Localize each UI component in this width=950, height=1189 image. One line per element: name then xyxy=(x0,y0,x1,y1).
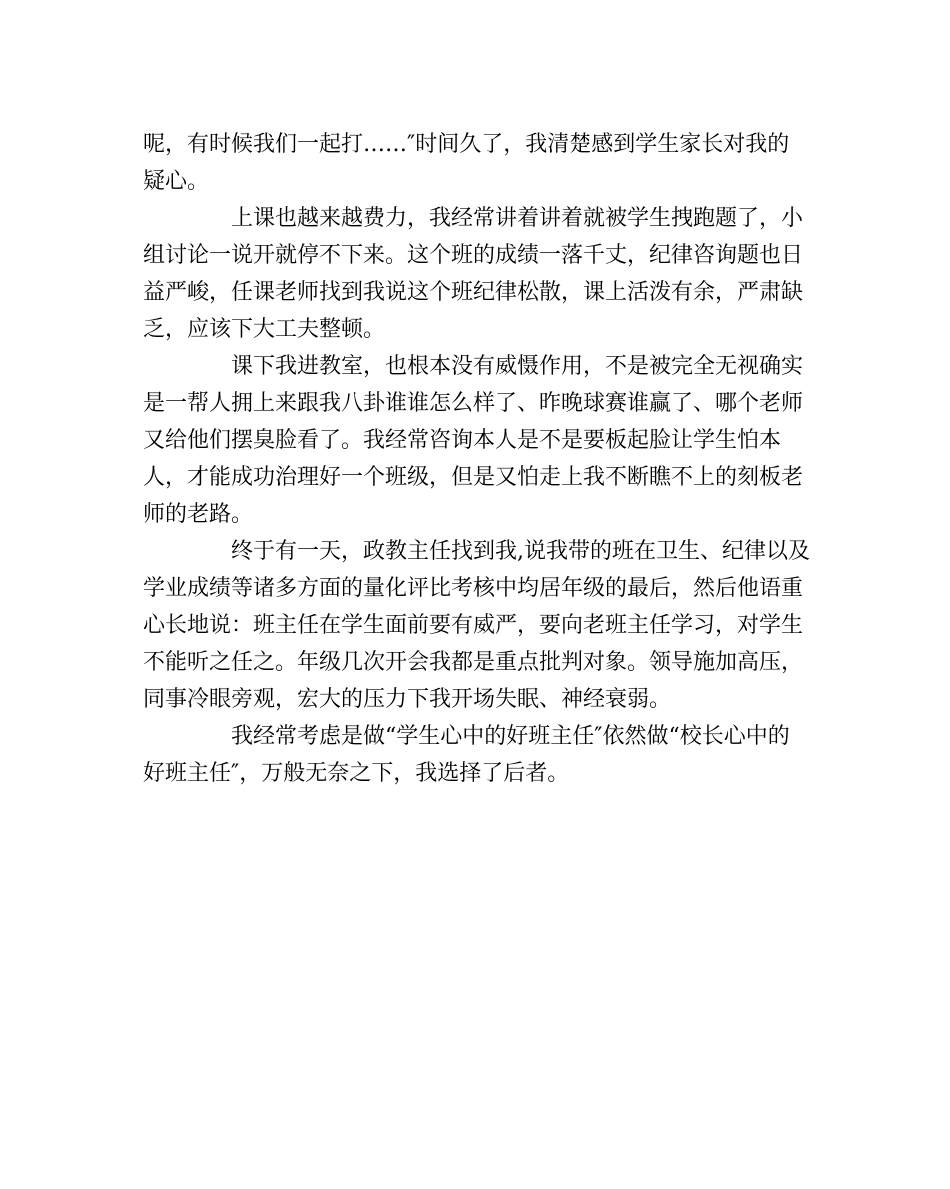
text-line: 呢，有时候我们一起打……″时间久了，我清楚感到学生家长对我的 xyxy=(143,132,790,157)
paragraph-start-line: 课下我进教室，也根本没有威慑作用，不是被完全无视确实 xyxy=(231,354,804,379)
text-line: 组讨论一说开就停不下来。这个班的成绩一落千丈，纪律咨询题也日 xyxy=(143,243,804,268)
text-line: 疑心。 xyxy=(143,169,210,194)
text-line: 心长地说：班主任在学生面前要有威严，要向老班主任学习，对学生 xyxy=(143,613,804,638)
paragraph-start-line: 上课也越来越费力，我经常讲着讲着就被学生拽跑题了，小 xyxy=(231,206,804,231)
text-line: 师的老路。 xyxy=(143,502,254,527)
text-line: 不能听之任之。年级几次开会我都是重点批判对象。领导施加高压， xyxy=(143,650,804,675)
text-line: 好班主任″，万般无奈之下，我选择了后者。 xyxy=(143,761,570,786)
text-line: 益严峻，任课老师找到我说这个班纪律松散，课上活泼有余，严肃缺 xyxy=(143,280,804,305)
paragraph-start-line: 我经常考虑是做“学生心中的好班主任″依然做“校长心中的 xyxy=(231,724,790,749)
text-line: 乏，应该下大工夫整顿。 xyxy=(143,317,386,342)
text-line: 是一帮人拥上来跟我八卦谁谁怎么样了、昨晚球赛谁赢了、哪个老师 xyxy=(143,391,804,416)
text-line: 同事冷眼旁观，宏大的压力下我开场失眠、神经衰弱。 xyxy=(143,687,672,712)
text-line: 学业成绩等诸多方面的量化评比考核中均居年级的最后，然后他语重 xyxy=(143,576,804,601)
text-line: 人，才能成功治理好一个班级，但是又怕走上我不断瞧不上的刻板老 xyxy=(143,465,804,490)
text-line: 又给他们摆臭脸看了。我经常咨询本人是不是要板起脸让学生怕本 xyxy=(143,428,782,453)
paragraph-start-line: 终于有一天，政教主任找到我,说我带的班在卫生、纪律以及 xyxy=(231,539,810,564)
document-body xyxy=(143,126,813,792)
